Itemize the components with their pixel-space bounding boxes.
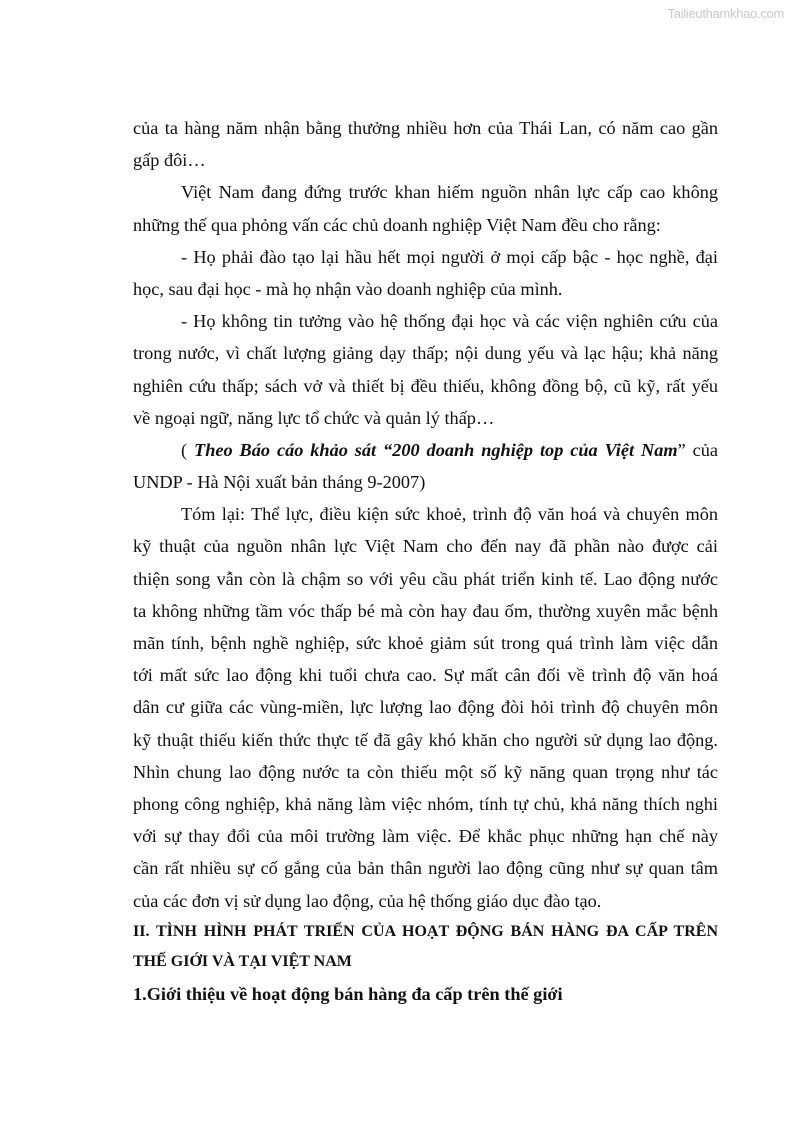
document-page	[133, 112, 718, 1011]
text-line: - Họ không tin tưởng vào hệ thống đại học và các viện nghiên cứu của	[181, 311, 718, 332]
text-line: phong công nghiệp, khả năng làm việc nhóm, tính tự chủ, khả năng thích nghi	[133, 793, 718, 814]
text-line: ta không những tầm vóc thấp bé mà còn hay đau ốm, thường xuyên mắc bệnh	[133, 600, 718, 621]
section-heading-line-2: THẾ GIỚI VÀ TẠI VIỆT NAM	[133, 952, 352, 970]
text-line: của các đơn vị sử dụng lao động, của hệ thống giáo dục đào tạo.	[133, 890, 602, 911]
text-line: Việt Nam đang đứng trước khan hiếm nguồn nhân lực cấp cao không	[181, 182, 718, 203]
text-line: những thế qua phỏng vấn các chủ doanh nghiệp Việt Nam đều cho rằng:	[133, 214, 661, 235]
watermark: Tailieuthamkhao.com	[667, 6, 784, 21]
body-paragraphs	[133, 112, 718, 434]
text-line: về ngoại ngữ, năng lực tổ chức và quản lý thấp…	[133, 407, 495, 428]
citation-title: Theo Báo cáo khảo sát “200 doanh nghiệp top của Việt Nam	[194, 439, 678, 460]
text-line: với sự thay đổi của môi trường làm việc. Để khắc phục những hạn chế này	[133, 826, 718, 847]
text-line: - Họ phải đào tạo lại hầu hết mọi người ở mọi cấp bậc - học nghề, đại	[181, 246, 718, 267]
text-line: dân cư giữa các vùng-miền, lực lượng lao động đòi hỏi trình độ chuyên môn	[133, 697, 718, 718]
summary-paragraph	[133, 498, 718, 916]
text-line: trong nước, vì chất lượng giảng dạy thấp; nội dung yếu và lạc hậu; khả năng	[133, 343, 718, 364]
text-line: tới mất sức lao động khi tuổi chưa cao. Sự mất cân đối về trình độ văn hoá	[133, 665, 718, 686]
text-line: gấp đôi…	[133, 150, 206, 171]
text-line: nghiên cứu thấp; sách vở và thiết bị đều thiếu, không đồng bộ, cũ kỹ, rất yếu	[133, 375, 718, 396]
citation-line	[133, 434, 718, 466]
text-line: kỹ thuật của nguồn nhân lực Việt Nam cho đến nay đã phần nào được cải	[133, 536, 718, 557]
citation-after: ” của	[677, 439, 718, 460]
text-line: của ta hàng năm nhận bằng thưởng nhiều hơn của Thái Lan, có năm cao gần	[133, 118, 718, 138]
text-line: kỹ thuật thiếu kiến thức thực tế đã gây khó khăn cho người sử dụng lao động.	[133, 729, 718, 750]
text-line: thiện song vẫn còn là chậm so với yêu cầu phát triển kinh tế. Lao động nước	[133, 568, 718, 589]
citation-open: (	[181, 439, 195, 460]
text-line: Tóm lại: Thể lực, điều kiện sức khoẻ, trình độ văn hoá và chuyên môn	[181, 504, 718, 525]
subsection-heading: 1.Giới thiệu về hoạt động bán hàng đa cấp trên thế giới	[133, 983, 563, 1004]
text-line: mãn tính, bệnh nghề nghiệp, sức khoẻ giảm sút trong quá trình làm việc dẫn	[133, 633, 718, 653]
text-line: học, sau đại học - mà họ nhận vào doanh nghiệp của mình.	[133, 278, 563, 299]
section-heading-line-1: II. TÌNH HÌNH PHÁT TRIỂN CỦA HOẠT ĐỘNG BÁN HÀNG ĐA CẤP TRÊN	[133, 922, 718, 940]
text-line: Nhìn chung lao động nước ta còn thiếu một số kỹ năng quan trọng như tác	[133, 761, 718, 782]
text-line: cần rất nhiều sự cố gắng của bản thân người lao động cũng như sự quan tâm	[133, 858, 718, 879]
citation-line-2: UNDP - Hà Nội xuất bản tháng 9-2007)	[133, 472, 426, 493]
